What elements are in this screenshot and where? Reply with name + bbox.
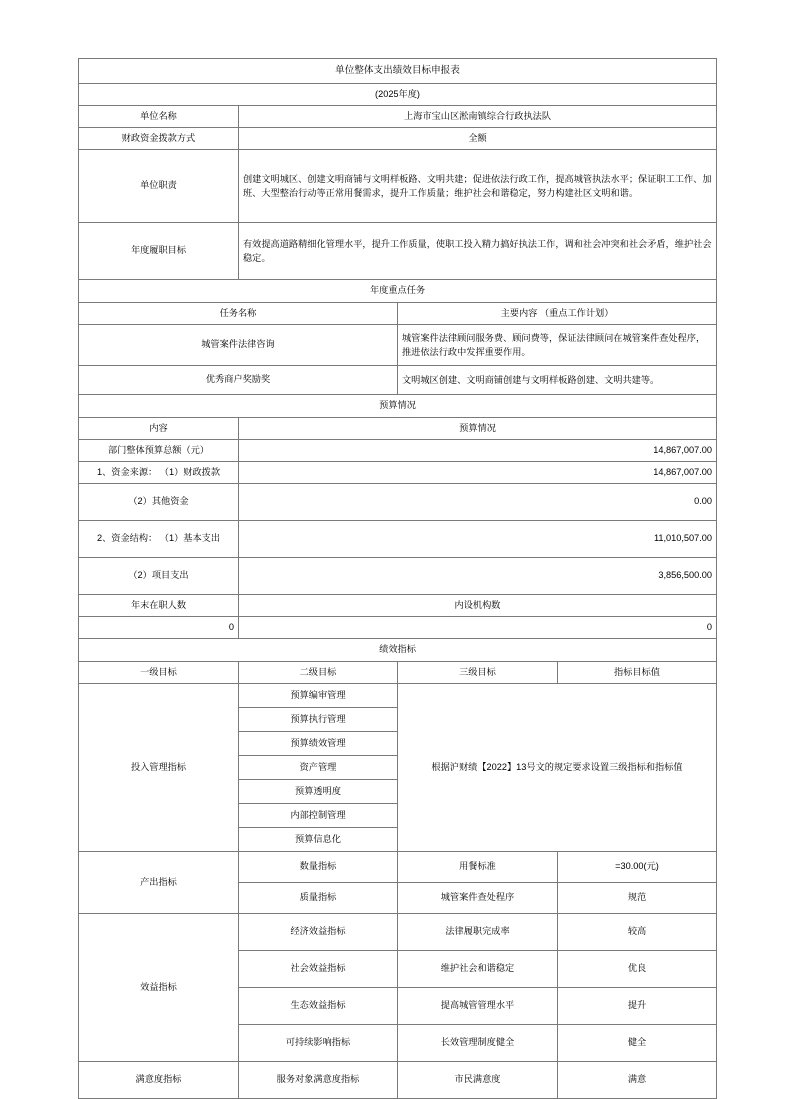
budget-row-value: 11,010,507.00 [239, 521, 717, 558]
performance-level1-output: 产出指标 [79, 852, 239, 914]
performance-level1-benefit: 效益指标 [79, 914, 239, 1062]
performance-level3: 提高城管管理水平 [398, 988, 558, 1025]
performance-level3: 法律履职完成率 [398, 914, 558, 951]
key-tasks-col-name: 任务名称 [79, 303, 398, 325]
funding-method-label: 财政资金拨款方式 [79, 128, 239, 150]
budget-section-title: 预算情况 [79, 395, 717, 418]
performance-col-level3: 三级目标 [398, 662, 558, 684]
key-task-row [79, 366, 717, 395]
budget-section-row [79, 395, 717, 418]
key-tasks-section-row [79, 280, 717, 303]
funding-method-row [79, 128, 717, 150]
performance-target-value: 健全 [558, 1025, 717, 1062]
performance-row [79, 852, 717, 883]
budget-row-value: 3,856,500.00 [239, 558, 717, 595]
performance-level2: 质量指标 [239, 883, 398, 914]
performance-level2: 内部控制管理 [239, 804, 398, 828]
annual-goal-row [79, 223, 717, 280]
performance-target-value: 优良 [558, 951, 717, 988]
budget-row-value: 14,867,007.00 [239, 440, 717, 462]
internal-org-count-label: 内设机构数 [239, 595, 717, 617]
budget-row-label: （2）项目支出 [79, 558, 239, 595]
annual-goal-label: 年度履职目标 [79, 223, 239, 280]
budget-row [79, 521, 717, 558]
staff-header-row [79, 595, 717, 617]
performance-row [79, 684, 717, 708]
performance-level3: 维护社会和谐稳定 [398, 951, 558, 988]
performance-level1-input-management: 投入管理指标 [79, 684, 239, 852]
internal-org-count-value: 0 [239, 617, 717, 639]
unit-name-value: 上海市宝山区淞南镇综合行政执法队 [239, 106, 717, 128]
budget-row-label: 2、资金结构： （1）基本支出 [79, 521, 239, 558]
budget-row-label: （2）其他资金 [79, 484, 239, 521]
performance-target-value: 提升 [558, 988, 717, 1025]
performance-section-title: 绩效指标 [79, 639, 717, 662]
budget-row-value: 14,867,007.00 [239, 462, 717, 484]
performance-level2: 预算执行管理 [239, 708, 398, 732]
performance-col-target-value: 指标目标值 [558, 662, 717, 684]
performance-level2: 资产管理 [239, 756, 398, 780]
budget-row [79, 558, 717, 595]
budget-row [79, 484, 717, 521]
budget-col-content: 内容 [79, 418, 239, 440]
key-tasks-section-title: 年度重点任务 [79, 280, 717, 303]
staff-count-label: 年末在职人数 [79, 595, 239, 617]
unit-duties-label: 单位职责 [79, 150, 239, 223]
performance-target-form [78, 58, 717, 1099]
performance-target-value: 较高 [558, 914, 717, 951]
key-task-name: 城管案件法律咨询 [79, 325, 398, 366]
performance-level3: 市民满意度 [398, 1062, 558, 1099]
performance-target-value: 满意 [558, 1062, 717, 1099]
form-year-row [79, 84, 717, 106]
performance-row [79, 914, 717, 951]
key-task-content: 文明城区创建、文明商铺创建与文明样板路创建、文明共建等。 [398, 366, 717, 395]
key-task-row [79, 325, 717, 366]
budget-header-row [79, 418, 717, 440]
performance-col-level1: 一级目标 [79, 662, 239, 684]
unit-duties-value: 创建文明城区、创建文明商铺与文明样板路、文明共建；促进依法行政工作，提高城管执法水平；保证职工工作、加班、大型整治行动等正常用餐需求，提升工作质量；维护社会和谐稳定，努力构建社区文明和谐。 [239, 150, 717, 223]
budget-row-label: 1、资金来源： （1）财政拨款 [79, 462, 239, 484]
performance-level2: 经济效益指标 [239, 914, 398, 951]
performance-target-value: 规范 [558, 883, 717, 914]
budget-row-value: 0.00 [239, 484, 717, 521]
funding-method-value: 全额 [239, 128, 717, 150]
performance-level3: 用餐标准 [398, 852, 558, 883]
performance-level2: 预算绩效管理 [239, 732, 398, 756]
form-title-row [79, 59, 717, 84]
key-tasks-col-content: 主要内容 （重点工作计划） [398, 303, 717, 325]
performance-level2: 服务对象满意度指标 [239, 1062, 398, 1099]
annual-goal-value: 有效提高道路精细化管理水平，提升工作质量，使职工投入精力搞好执法工作，调和社会冲突和社会矛盾，维护社会稳定。 [239, 223, 717, 280]
key-tasks-header-row [79, 303, 717, 325]
performance-level2: 预算透明度 [239, 780, 398, 804]
staff-count-value: 0 [79, 617, 239, 639]
form-title: 单位整体支出绩效目标申报表 [79, 59, 717, 84]
performance-level3: 长效管理制度健全 [398, 1025, 558, 1062]
performance-level2: 数量指标 [239, 852, 398, 883]
performance-level2: 可持续影响指标 [239, 1025, 398, 1062]
performance-level2: 生态效益指标 [239, 988, 398, 1025]
unit-name-row [79, 106, 717, 128]
budget-row [79, 440, 717, 462]
unit-name-label: 单位名称 [79, 106, 239, 128]
performance-level2: 预算信息化 [239, 828, 398, 852]
performance-level1-satisfaction: 满意度指标 [79, 1062, 239, 1099]
budget-row [79, 462, 717, 484]
performance-input-merged-note: 根据沪财绩【2022】13号文的规定要求设置三级指标和指标值 [398, 684, 717, 852]
performance-section-row [79, 639, 717, 662]
unit-duties-row [79, 150, 717, 223]
performance-level2: 预算编审管理 [239, 684, 398, 708]
form-year: (2025年度) [79, 84, 717, 106]
performance-level3: 城管案件查处程序 [398, 883, 558, 914]
performance-target-value: =30.00(元) [558, 852, 717, 883]
key-task-content: 城管案件法律顾问服务费、顾问费等，保证法律顾问在城管案件查处程序，推进依法行政中发挥重要作用。 [398, 325, 717, 366]
performance-level2: 社会效益指标 [239, 951, 398, 988]
performance-header-row [79, 662, 717, 684]
key-task-name: 优秀商户奖励奖 [79, 366, 398, 395]
staff-value-row [79, 617, 717, 639]
budget-row-label: 部门整体预算总额（元） [79, 440, 239, 462]
performance-col-level2: 二级目标 [239, 662, 398, 684]
budget-col-value: 预算情况 [239, 418, 717, 440]
